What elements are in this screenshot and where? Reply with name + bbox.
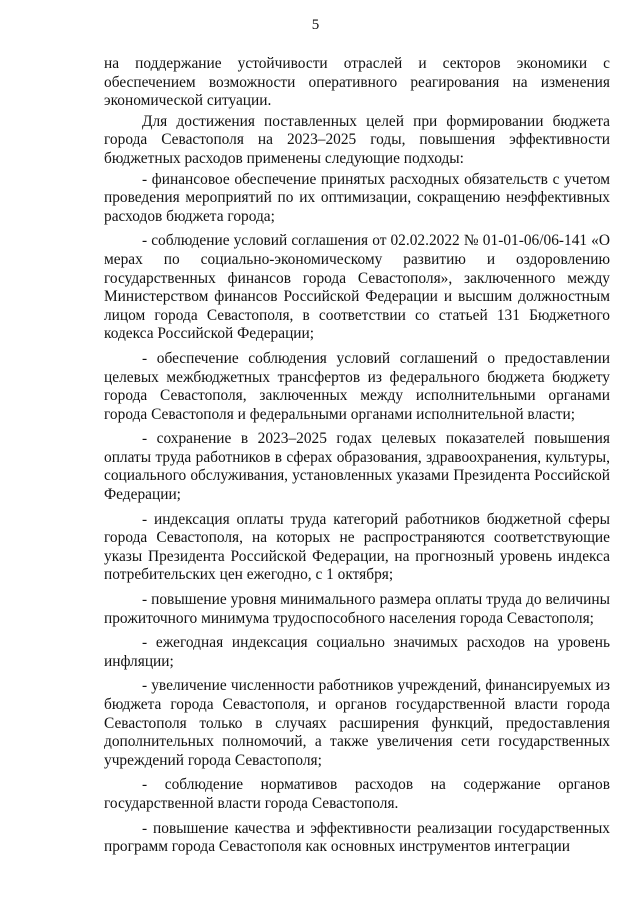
list-item-program-quality: - повышение качества и эффективности реализации государственных программ города Севастополя как основных инструментов интеграции [104, 819, 610, 856]
paragraph-intro: Для достижения поставленных целей при формировании бюджета города Севастополя на 2023–2025 годы, повышения эффективности бюджетных расходов применены следующие подходы: [104, 112, 610, 167]
list-item-minimum-wage: - повышение уровня минимального размера оплаты труда до величины прожиточного минимума трудоспособного населения города Севастополя; [104, 591, 610, 627]
list-item-expense-norms: - соблюдение нормативов расходов на содержание органов государственной власти города Севастополя. [104, 776, 610, 812]
list-item-transfers-agreements: - обеспечение соблюдения условий соглашений о предоставлении целевых межбюджетных трансфертов из федерального бюджета бюджету города Севастополя, заключенных между исполнительными органами города Севастополя и федеральными органами исполнительной власти; [104, 349, 610, 423]
list-item-salary-indexation: - индексация оплаты труда категорий работников бюджетной сферы города Севастополя, на которых не распространяются соответствующие указы Президента Российской Федерации, на прогнозный уровень индекса потребительских цен ежегодно, с 1 октября; [104, 510, 610, 584]
page-number: 5 [311, 17, 320, 33]
list-item-agreement-compliance: - соблюдение условий соглашения от 02.02.2022 № 01-01-06/06-141 «О мерах по социально-экономическому развитию и оздоровлению государственных финансов города Севастополя», заключенного между Министерством финансов Российской Федерации и высшим должностным лицом города Севастополя, в соответствии со статьей 131 Бюджетного кодекса Российской Федерации; [104, 232, 610, 343]
list-item-salary-targets: - сохранение в 2023–2025 годах целевых показателей повышения оплаты труда работников в сферах образования, здравоохранения, культуры, социального обслуживания, установленных указами Президента Российской Федерации; [104, 430, 610, 504]
paragraph-continuation: на поддержание устойчивости отраслей и секторов экономики с обеспечением возможности оперативного реагирования на изменения экономической ситуации. [104, 55, 610, 110]
list-item-staff-increase: - увеличение численности работников учреждений, финансируемых из бюджета города Севастополя, и органов государственной власти города Севастополя только в случаях расширения функций, предоставления дополнительных полномочий, а также увеличения сети государственных учреждений города Севастополя; [104, 677, 610, 769]
list-item-social-indexation: - ежегодная индексация социально значимых расходов на уровень инфляции; [104, 634, 610, 670]
list-item-financial-support: - финансовое обеспечение принятых расходных обязательств с учетом проведения мероприятий по их оптимизации, сокращению неэффективных расходов бюджета города; [104, 170, 610, 225]
document-body [104, 55, 610, 863]
